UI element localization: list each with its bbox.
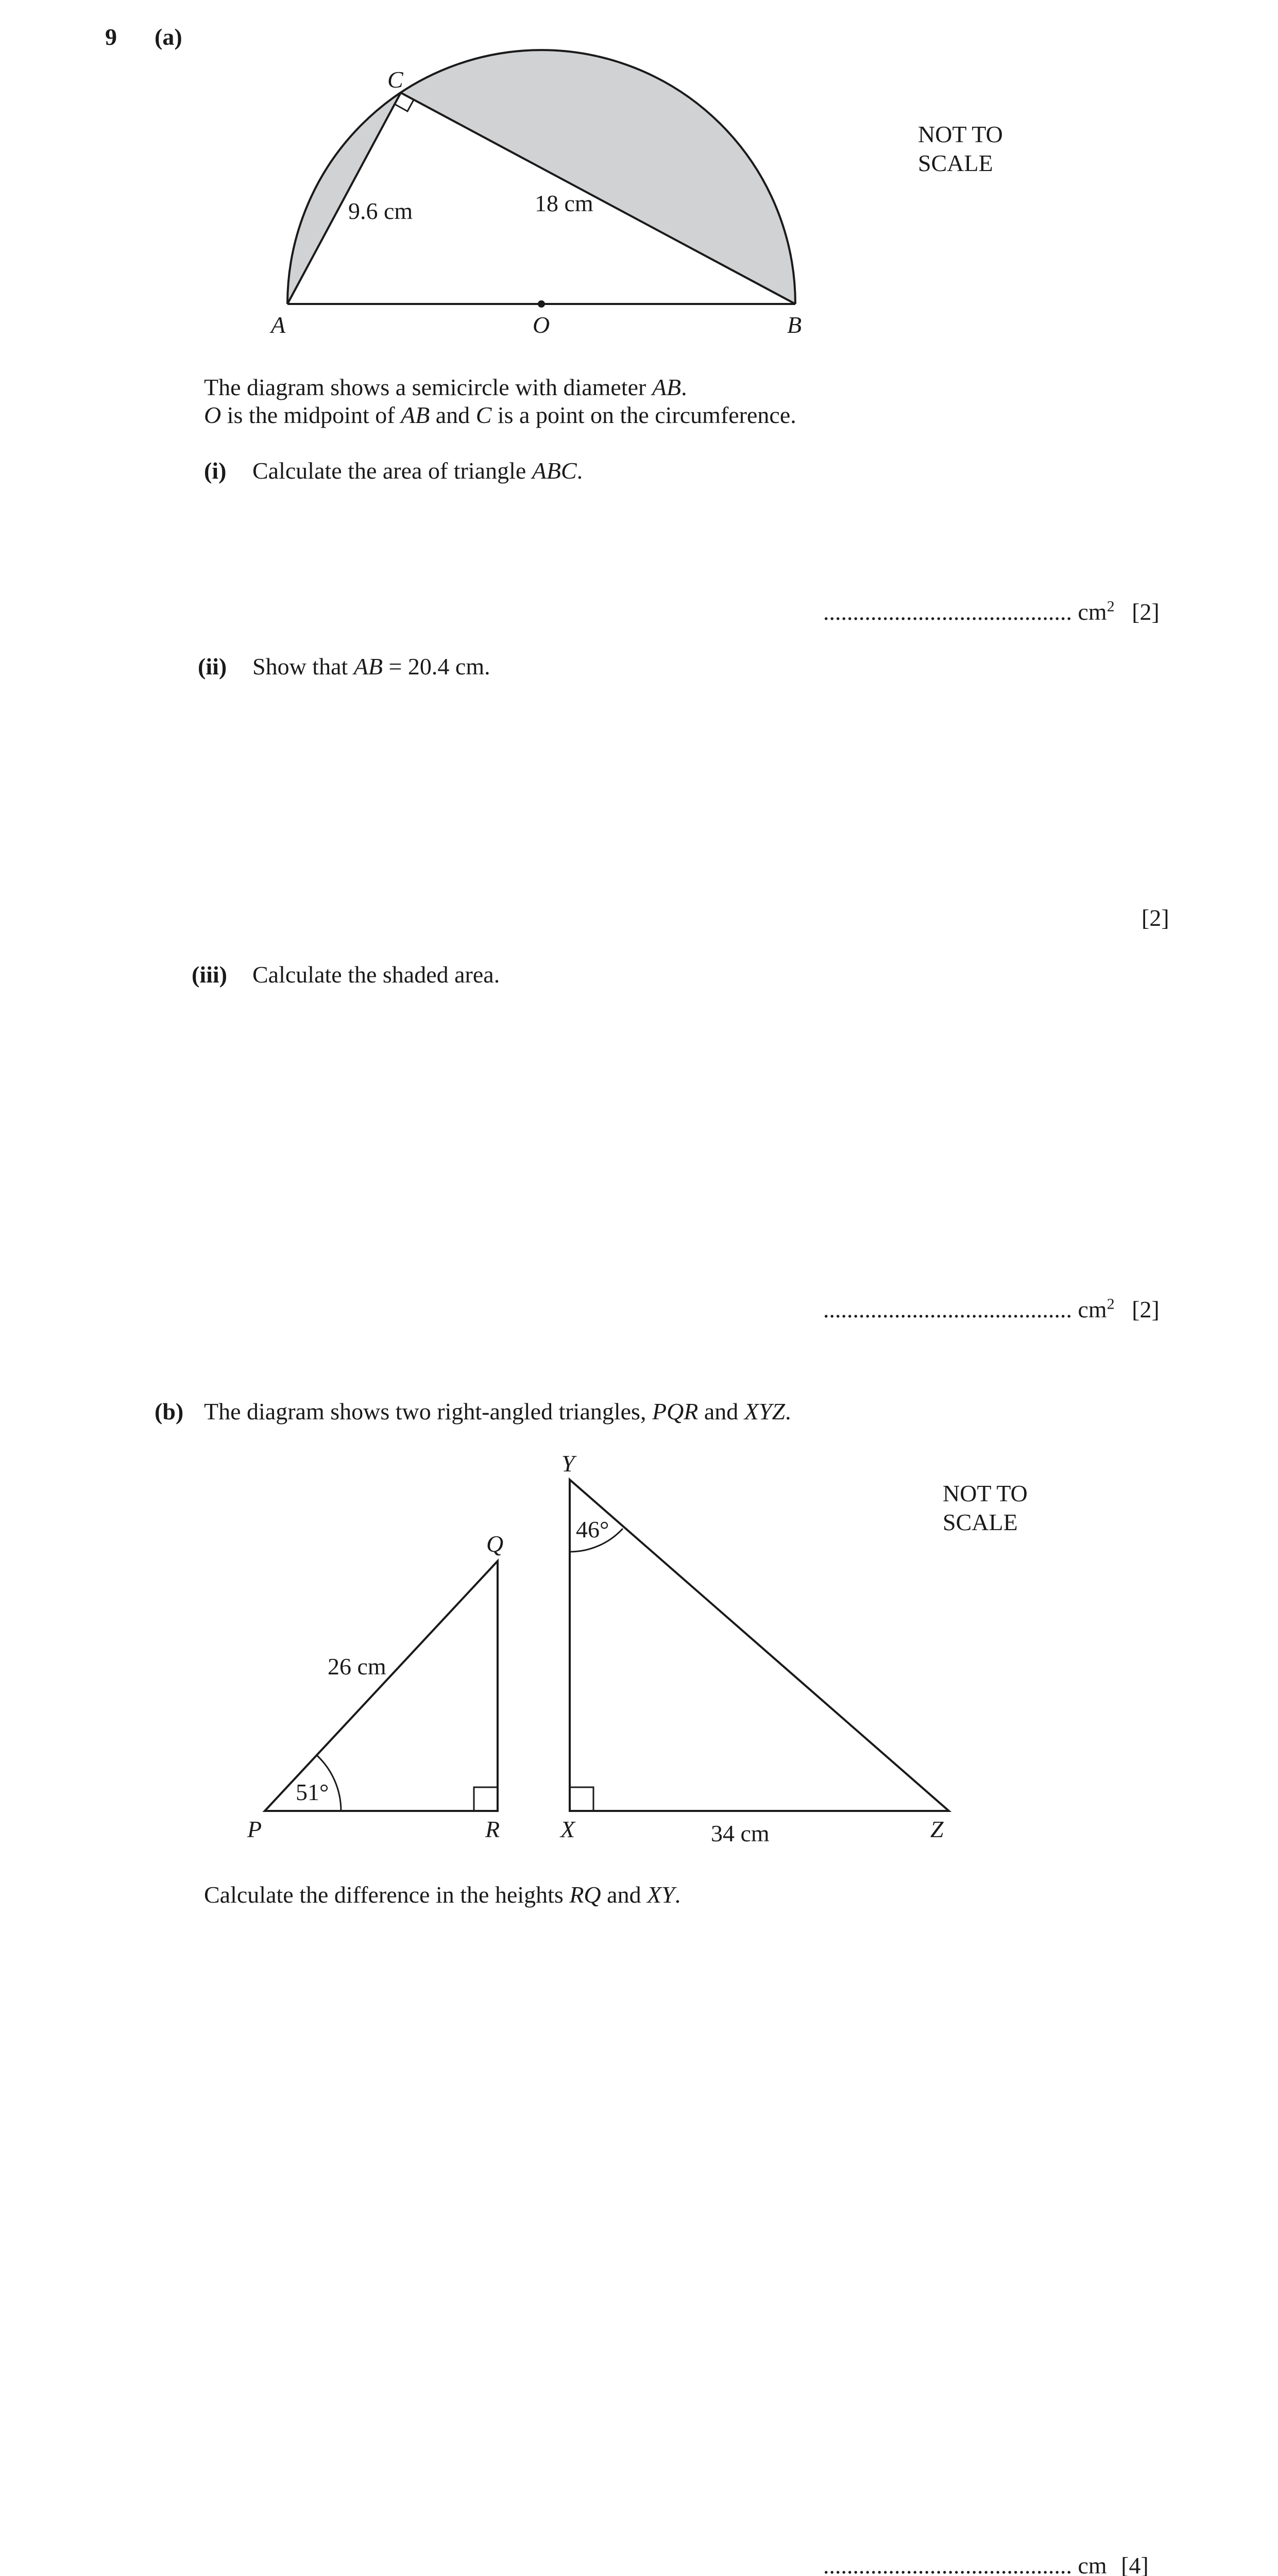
- question-number: 9: [105, 24, 117, 50]
- part-b-question: Calculate the difference in the heights RQ and XY.: [204, 1882, 681, 1908]
- length-ac: 9.6 cm: [348, 198, 413, 224]
- label-y: Y: [561, 1450, 575, 1477]
- label-a: A: [271, 312, 286, 338]
- part-ii-label: (ii): [198, 653, 227, 680]
- not-to-scale-a-line1: NOT TO: [918, 121, 1003, 147]
- label-o: O: [533, 312, 550, 338]
- part-b-label: (b): [155, 1398, 184, 1425]
- label-x: X: [560, 1816, 575, 1842]
- not-to-scale-b-line1: NOT TO: [943, 1480, 1028, 1506]
- intro-line-1: The diagram shows a semicircle with diameter AB.: [204, 374, 687, 400]
- part-iii-label: (iii): [192, 961, 227, 988]
- unit: cm: [1078, 1296, 1107, 1323]
- unit-power: 2: [1106, 1295, 1115, 1313]
- part-b-intro: The diagram shows two right-angled triangles, PQR and XYZ.: [204, 1398, 791, 1425]
- angle-p-label: 51°: [296, 1779, 329, 1805]
- angle-y-label: 46°: [576, 1516, 609, 1543]
- unit: cm: [1078, 2552, 1107, 2576]
- part-i-question: Calculate the area of triangle ABC.: [252, 457, 583, 484]
- answer-dots: ..........................................: [823, 2552, 1072, 2576]
- label-q: Q: [486, 1531, 504, 1557]
- triangle-pqr: [265, 1561, 498, 1811]
- length-xz: 34 cm: [711, 1820, 770, 1846]
- intro-line-2: O is the midpoint of AB and C is a point on the circumference.: [204, 402, 796, 428]
- unit: cm: [1078, 599, 1107, 625]
- part-iii-question: Calculate the shaded area.: [252, 961, 500, 988]
- part-ii-question: Show that AB = 20.4 cm.: [252, 653, 490, 680]
- right-angle-mark-x: [570, 1787, 593, 1811]
- answer-dots: ..........................................: [823, 1296, 1072, 1323]
- part-a-label: (a): [155, 24, 182, 50]
- unit-power: 2: [1106, 598, 1115, 615]
- triangle-xyz: [570, 1480, 949, 1811]
- label-b: B: [787, 312, 802, 338]
- label-p: P: [247, 1816, 262, 1842]
- label-c: C: [387, 66, 403, 93]
- marks: [4]: [1121, 2552, 1149, 2576]
- not-to-scale-a-line2: SCALE: [918, 150, 993, 176]
- part-b-answer-line[interactable]: [823, 2551, 1149, 2576]
- part-i-label: (i): [204, 457, 227, 484]
- marks: [2]: [1132, 1296, 1160, 1323]
- length-cb: 18 cm: [535, 190, 593, 216]
- part-ii-marks: [2]: [1141, 905, 1169, 931]
- not-to-scale-b-line2: SCALE: [943, 1509, 1018, 1535]
- right-angle-mark-r: [474, 1787, 498, 1811]
- label-r: R: [485, 1816, 500, 1842]
- marks: [2]: [1132, 599, 1160, 625]
- label-z: Z: [930, 1816, 944, 1842]
- length-pq: 26 cm: [328, 1653, 386, 1680]
- answer-dots: ..........................................: [823, 599, 1072, 625]
